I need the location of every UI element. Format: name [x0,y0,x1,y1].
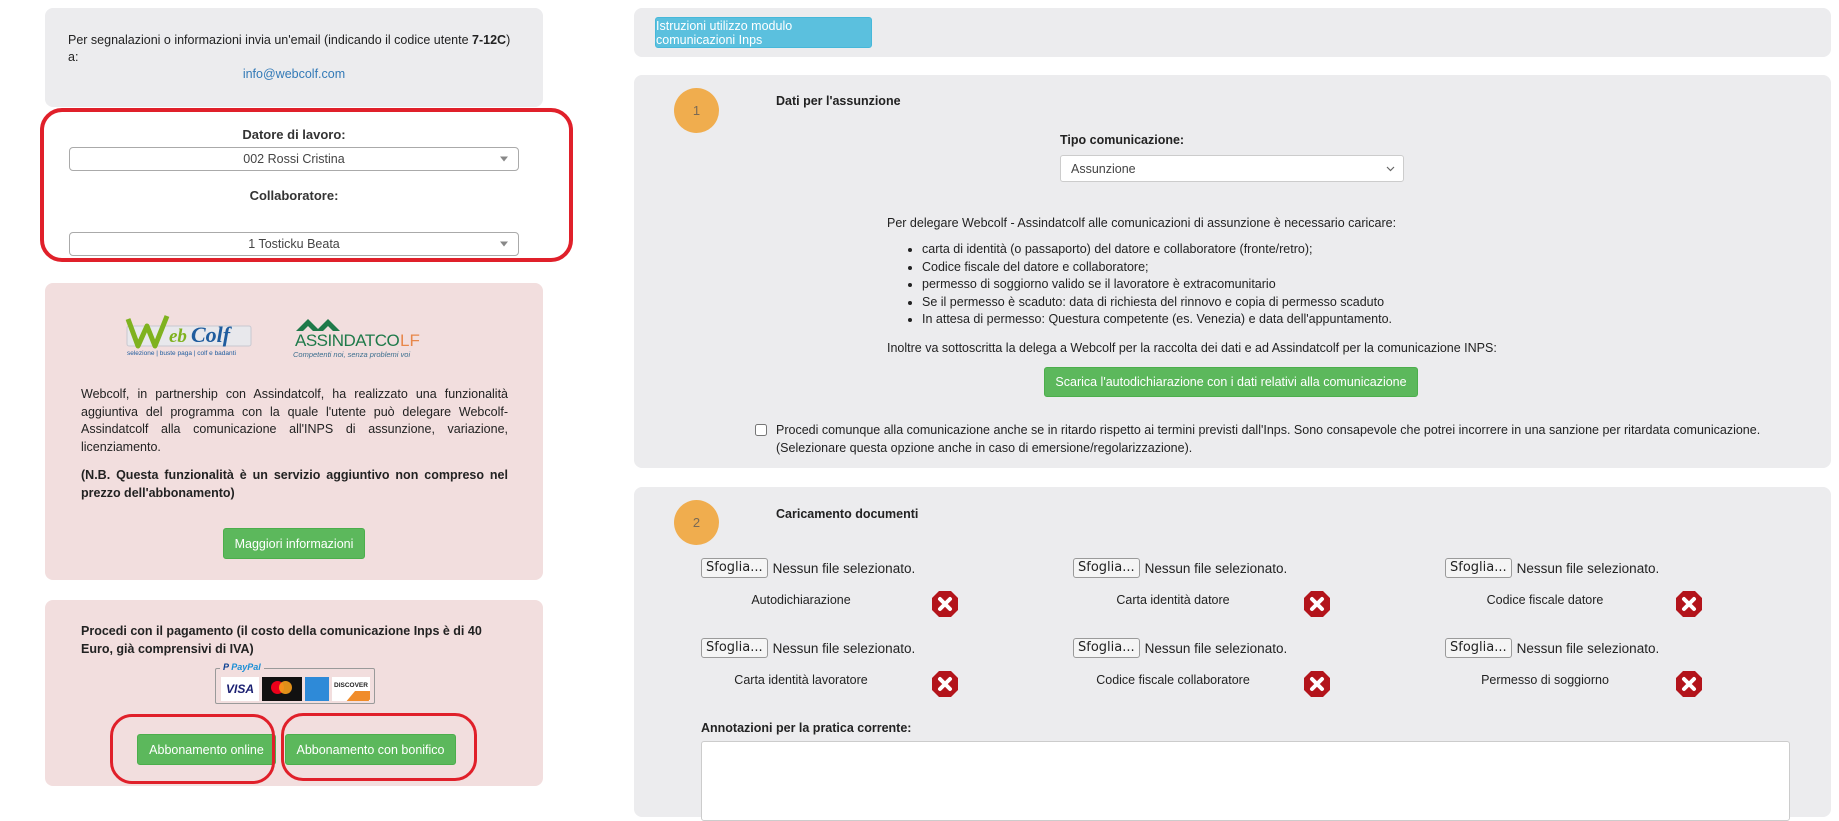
browse-button[interactable]: Sfoglia... [1073,638,1140,658]
missing-status-icon [1303,670,1331,698]
paypal-icon: P [223,662,229,672]
late-communication-label: Procedi comunque alla comunicazione anche se in ritardo rispetto ai termini previsti dall'Inps. Sono consapevole che potrei incorrere in una sanzione per ritardata comunicazione. (Selezionare questa opzione anche in caso di emersione/regolarizzazione). [776,423,1761,455]
user-code: 7-12C [472,33,507,47]
document-label: Codice fiscale datore [1486,593,1604,607]
requirement-item: • Se il permesso è scaduto: data di richiesta del rinnovo e copia di permesso scaduto [922,294,1392,312]
discover-icon: DISCOVER [332,677,370,701]
partnership-description: Webcolf, in partnership con Assindatcolf, ha realizzato una funzionalità aggiuntiva del programma con la quale l'utente può delegare Webcolf-Assindatcolf alla comunicazione all'INPS di assunzione, variazione, licenziamento. [81,387,508,455]
requirement-item: • carta di identità (o passaporto) del datore e collaboratore (fronte/retro); [922,241,1392,259]
contact-email-link[interactable]: info@webcolf.com [242,67,346,81]
file-input[interactable] [1073,638,1373,658]
file-input[interactable] [1445,638,1745,658]
document-label: Permesso di soggiorno [1481,673,1609,687]
notes-textarea[interactable] [701,741,1790,821]
payment-text: Procedi con il pagamento (il costo della comunicazione Inps è di 40 Euro, già comprensivi di IVA) [81,624,482,656]
paypal-logo: P PayPal [220,662,264,672]
requirement-item: • In attesa di permesso: Questura competente (es. Venezia) e data dell'appuntamento. [922,311,1392,329]
employer-select[interactable]: 002 Rossi Cristina [69,147,519,171]
no-file-text: Nessun file selezionato. [772,560,916,576]
type-label: Tipo comunicazione: [1060,133,1185,147]
collaborator-select[interactable]: 1 Tosticku Beata [69,232,519,256]
document-label: Codice fiscale collaboratore [1096,673,1250,687]
assindatcolf-logo [293,317,428,363]
missing-status-icon [1303,590,1331,618]
upload-carta-identita-datore [1073,558,1373,618]
highlight-annotation [281,713,477,781]
document-label: Carta identità datore [1116,593,1230,607]
bank-transfer-subscription-button[interactable]: Abbonamento con bonifico [285,734,456,765]
chevron-down-icon [1386,166,1395,172]
instructions-button[interactable]: Istruzioni utilizzo modulo comunicazioni Inps [655,17,872,48]
requirements-intro: Per delegare Webcolf - Assindatcolf alle comunicazioni di assunzione è necessario caricare: [887,216,1397,230]
svg-text:LF: LF [400,331,420,347]
browse-button[interactable]: Sfoglia... [701,558,768,578]
visa-icon: VISA [221,677,259,701]
upload-carta-identita-lavoratore [701,638,1001,698]
highlight-annotation [110,714,275,784]
no-file-text: Nessun file selezionato. [1144,560,1288,576]
partnership-panel [45,283,543,580]
amex-icon [305,677,329,701]
step2-panel [634,487,1831,817]
upload-permesso-di-soggiorno [1445,638,1745,698]
missing-status-icon [931,670,959,698]
delegation-text: Inoltre va sottoscritta la delega a Webcolf per la raccolta dei dati e ad Assindatcolf per la comunicazione INPS: [887,341,1497,355]
document-label: Autodichiarazione [751,593,851,607]
late-communication-checkbox[interactable] [755,424,767,436]
upload-autodichiarazione [701,558,1001,618]
svg-text:Colf: Colf [191,322,231,347]
webcolf-tagline: selezione | buste paga | colf e badanti [127,350,236,357]
employer-label: Datore di lavoro: [242,127,346,142]
step1-panel [634,75,1831,468]
partnership-note: (N.B. Questa funzionalità è un servizio aggiuntivo non compreso nel prezzo dell'abbonamento) [81,468,508,500]
browse-button[interactable]: Sfoglia... [1445,638,1512,658]
missing-status-icon [1675,590,1703,618]
requirement-item: • Codice fiscale del datore e collaboratore; [922,259,1392,277]
missing-status-icon [1675,670,1703,698]
browse-button[interactable]: Sfoglia... [1073,558,1140,578]
no-file-text: Nessun file selezionato. [1516,560,1660,576]
more-info-button[interactable]: Maggiori informazioni [223,528,365,559]
missing-status-icon [931,590,959,618]
file-input[interactable] [1073,558,1373,578]
mastercard-icon [262,677,302,701]
no-file-text: Nessun file selezionato. [1516,640,1660,656]
no-file-text: Nessun file selezionato. [1144,640,1288,656]
requirements-list [887,241,1392,329]
payment-methods-logos [215,662,375,704]
assindatcolf-logo-icon [293,317,428,347]
collaborator-label: Collaboratore: [249,188,339,203]
contact-panel [45,8,543,107]
document-label: Carta identità lavoratore [734,673,868,687]
step2-title: Caricamento documenti [776,507,919,521]
browse-button[interactable]: Sfoglia... [1445,558,1512,578]
upload-codice-fiscale-collaboratore [1073,638,1373,698]
online-subscription-button[interactable]: Abbonamento online [137,734,276,765]
notes-label: Annotazioni per la pratica corrente: [701,721,912,735]
file-input[interactable] [701,638,1001,658]
instructions-panel [634,8,1831,57]
highlight-annotation [40,108,573,262]
svg-text:ASSINDATCO: ASSINDATCO [295,331,400,347]
file-input[interactable] [1445,558,1745,578]
browse-button[interactable]: Sfoglia... [701,638,768,658]
step2-badge: 2 [674,500,719,545]
file-input[interactable] [701,558,1001,578]
contact-text: Per segnalazioni o informazioni invia un'email (indicando il codice utente 7-12C) a: [68,33,511,64]
step1-badge: 1 [674,88,719,133]
webcolf-logo [125,314,255,360]
upload-codice-fiscale-datore [1445,558,1745,618]
type-select[interactable]: Assunzione [1060,155,1404,182]
assindatcolf-tagline: Competenti noi, senza problemi voi [293,350,411,359]
svg-text:eb: eb [169,326,187,347]
requirement-item: • permesso di soggiorno valido se il lavoratore è extracomunitario [922,276,1392,294]
step1-title: Dati per l'assunzione [776,94,901,108]
download-self-declaration-button[interactable]: Scarica l'autodichiarazione con i dati relativi alla comunicazione [1044,367,1418,397]
no-file-text: Nessun file selezionato. [772,640,916,656]
